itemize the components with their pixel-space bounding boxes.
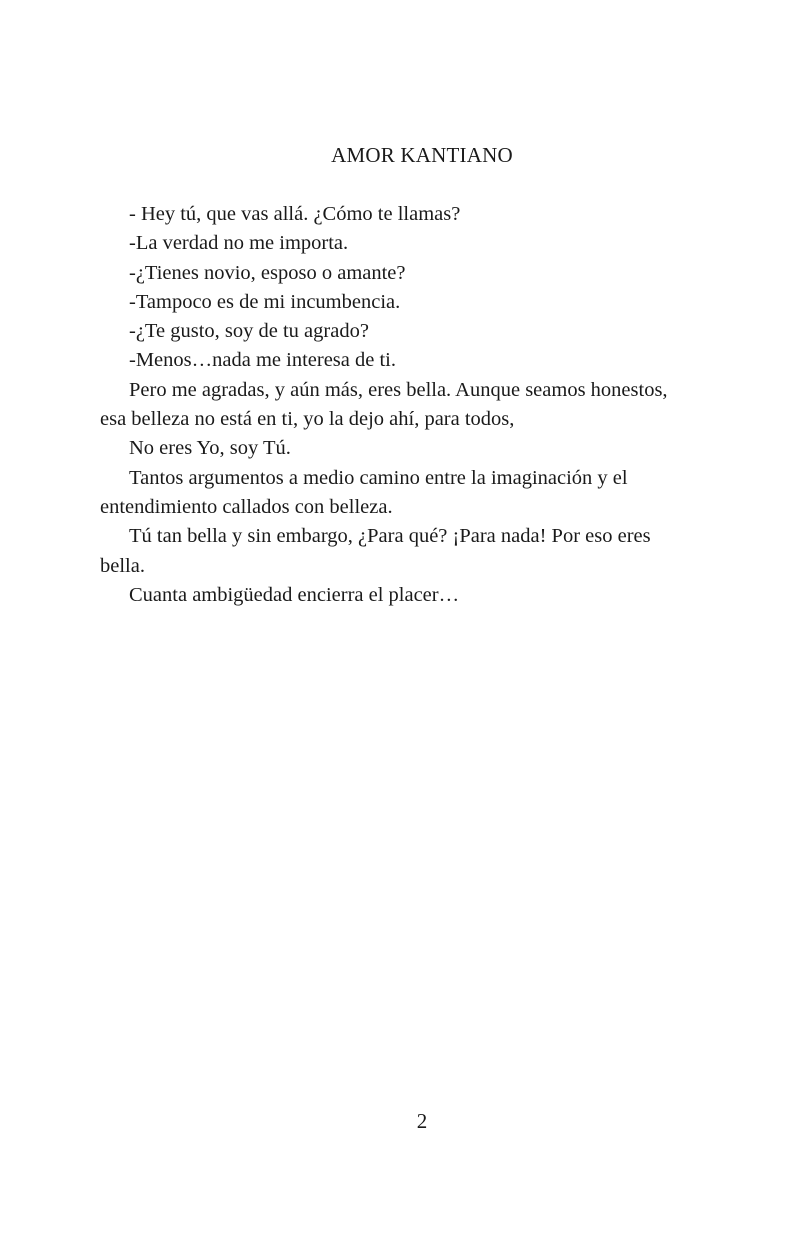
paragraph: Pero me agradas, y aún más, eres bella. Aunque seamos honestos, esa belleza no está en ti, yo la dejo ahí, para todos, xyxy=(100,378,668,431)
paragraph: Tú tan bella y sin embargo, ¿Para qué? ¡Para nada! Por eso eres bella. xyxy=(100,525,651,577)
paragraph: Cuanta ambigüedad encierra el placer… xyxy=(129,583,460,606)
page-number: 2 xyxy=(416,1109,428,1133)
paragraph: Tantos argumentos a medio camino entre la imaginación y el entendimiento callados con belleza. xyxy=(100,466,628,518)
paragraph: -Tampoco es de mi incumbencia. xyxy=(129,290,401,313)
paragraph: - Hey tú, que vas allá. ¿Cómo te llamas? xyxy=(129,203,461,225)
body-text xyxy=(100,200,680,610)
paragraph: -¿Te gusto, soy de tu agrado? xyxy=(129,320,369,343)
paragraph: -Menos…nada me interesa de ti. xyxy=(129,349,396,372)
paragraph: -La verdad no me importa. xyxy=(129,232,349,255)
paragraph: No eres Yo, soy Tú. xyxy=(129,437,291,460)
chapter-title: AMOR KANTIANO xyxy=(331,143,513,167)
paragraph: -¿Tienes novio, esposo o amante? xyxy=(129,261,406,284)
